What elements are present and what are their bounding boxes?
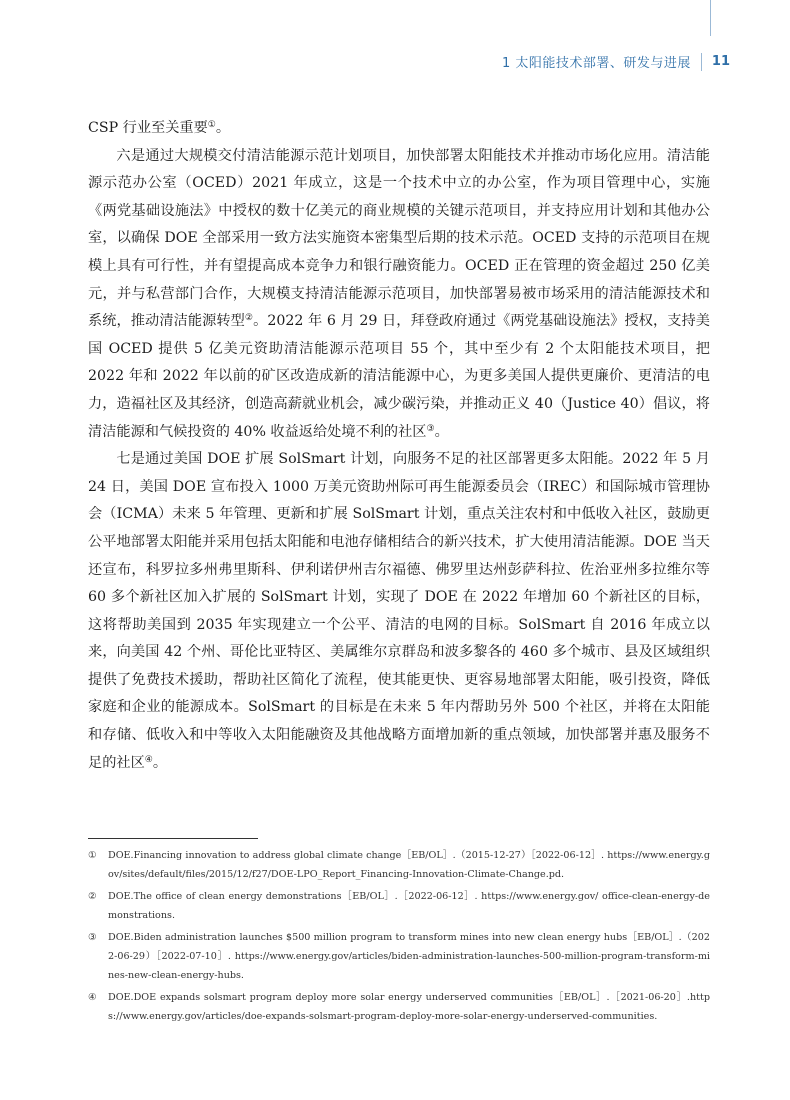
running-header (502, 52, 730, 71)
footnotes (88, 846, 710, 1029)
footnote-3 (88, 928, 710, 985)
footnote-text: DOE.Biden administration launches $500 million program to transform mines into new clean energy hubs［EB/OL］.（2022-06-29）［2022-07-10］. https://www.energy.gov/articles/biden-administration-launches-500-million-program-transform-mines-new-clean-energy-hubs. (108, 932, 710, 981)
header-divider (701, 53, 702, 71)
paragraph-six (88, 143, 710, 447)
paragraph-continuation (88, 115, 710, 143)
paragraph-seven (88, 446, 710, 777)
footnote-ref[interactable]: ① (207, 120, 216, 130)
header-edge-line (710, 0, 711, 36)
paragraph-text: 六是通过大规模交付清洁能源示范计划项目，加快部署太阳能技术并推动市场化应用。清洁能源示范办公室（OCED）2021 年成立，这是一个技术中立的办公室，作为项目管理中心，实施《两党基础设施法》中授权的数十亿美元的商业规模的关键示范项目，并支持应用计划和其他办公室，以确保 DOE 全部采用一致方法实施资本密集型后期的技术示范。OCED 支持的示范项目在规模上具有可行性，并有望提高成本竞争力和银行融资能力。OCED 正在管理的资金超过 250 亿美元，并与私营部门合作，大规模支持清洁能源示范项目，加快部署易被市场采用的清洁能源技术和系统，推动清洁能源转型 (88, 147, 710, 330)
footnote-text: DOE.DOE expands solsmart program deploy more solar energy underserved communities［EB/OL］.［2021-06-20］.https://www.energy.gov/articles/doe-expands-solsmart-program-deploy-more-solar-energy-underserved-communities. (108, 992, 710, 1022)
chapter-title: 1 太阳能技术部署、研发与进展 (502, 56, 691, 71)
paragraph-text: 七是通过美国 DOE 扩展 SolSmart 计划，向服务不足的社区部署更多太阳能。2022 年 5 月 24 日，美国 DOE 宣布投入 1000 万美元资助州际可再生能源委员会（IREC）和国际城市管理协会（ICMA）未来 5 年管理、更新和扩展 SolSmart 计划，重点关注农村和中低收入社区，鼓励更公平地部署太阳能并采用包括太阳能和电池存储相结合的新兴技术，扩大使用清洁能源。DOE 当天还宣布，科罗拉多州弗里斯科、伊利诺伊州吉尔福德、佛罗里达州彭萨科拉、佐治亚州多拉维尔等 60 多个新社区加入扩展的 SolSmart 计划，实现了 DOE 在 2022 年增加 60 个新社区的目标，这将帮助美国到 2035 年实现建立一个公平、清洁的电网的目标。SolSmart 自 2016 年成立以来，向美国 42 个州、哥伦比亚特区、美属维尔京群岛和波多黎各的 460 多个城市、县及区域组织提供了免费技术援助，帮助社区简化了流程，使其能更快、更容易地部署太阳能，吸引投资，降低家庭和企业的能源成本。SolSmart 的目标是在未来 5 年内帮助另外 500 个社区，并将在太阳能和存储、低收入和中等收入太阳能融资及其他战略方面增加新的重点领域，加快部署并惠及服务不足的社区 (88, 451, 710, 771)
page-number: 11 (711, 54, 730, 69)
footnote-ref[interactable]: ④ (144, 754, 153, 765)
footnote-mark: ④ (88, 992, 97, 1003)
footnote-ref[interactable]: ③ (426, 423, 435, 434)
paragraph-end: 。 (434, 423, 449, 440)
paragraph-text: CSP 行业至关重要 (88, 120, 208, 136)
footnote-separator (88, 838, 258, 839)
footnote-4 (88, 988, 710, 1026)
footnote-mark: ③ (88, 932, 97, 943)
footnote-text: DOE.The office of clean energy demonstrations［EB/OL］.［2022-06-12］. https://www.energy.gov/ office-clean-energy-demonstrations. (108, 891, 710, 921)
footnote-mark: ① (88, 850, 97, 861)
footnote-text: DOE.Financing innovation to address global climate change［EB/OL］.（2015-12-27）［2022-06-12］. https://www.energy.gov/sites/default/files/2015/12/f27/DOE-LPO_Report_Financing-Innovation-Climate-Change.pd. (108, 850, 710, 880)
footnote-2 (88, 887, 710, 925)
paragraph-tail: 。 (215, 120, 231, 136)
footnote-1 (88, 846, 710, 884)
footnote-ref[interactable]: ② (244, 313, 254, 324)
footnote-mark: ② (88, 891, 97, 902)
paragraph-tail: 。 (152, 754, 168, 771)
body-text (88, 115, 710, 777)
paragraph-tail: 。2022 年 6 月 29 日，拜登政府通过《两党基础设施法》授权，支持美国 OCED 提供 5 亿美元资助清洁能源示范项目 55 个，其中至少有 2 个太阳能技术项目，把 2022 年和 2022 年以前的矿区改造成新的清洁能源中心，为更多美国人提供更廉价、更清洁的电力，造福社区及其经济，创造高薪就业机会，减少碳污染，并推动正义 40（Justice 40）倡议，将清洁能源和气候投资的 40% 收益返给处境不利的社区 (88, 313, 710, 440)
